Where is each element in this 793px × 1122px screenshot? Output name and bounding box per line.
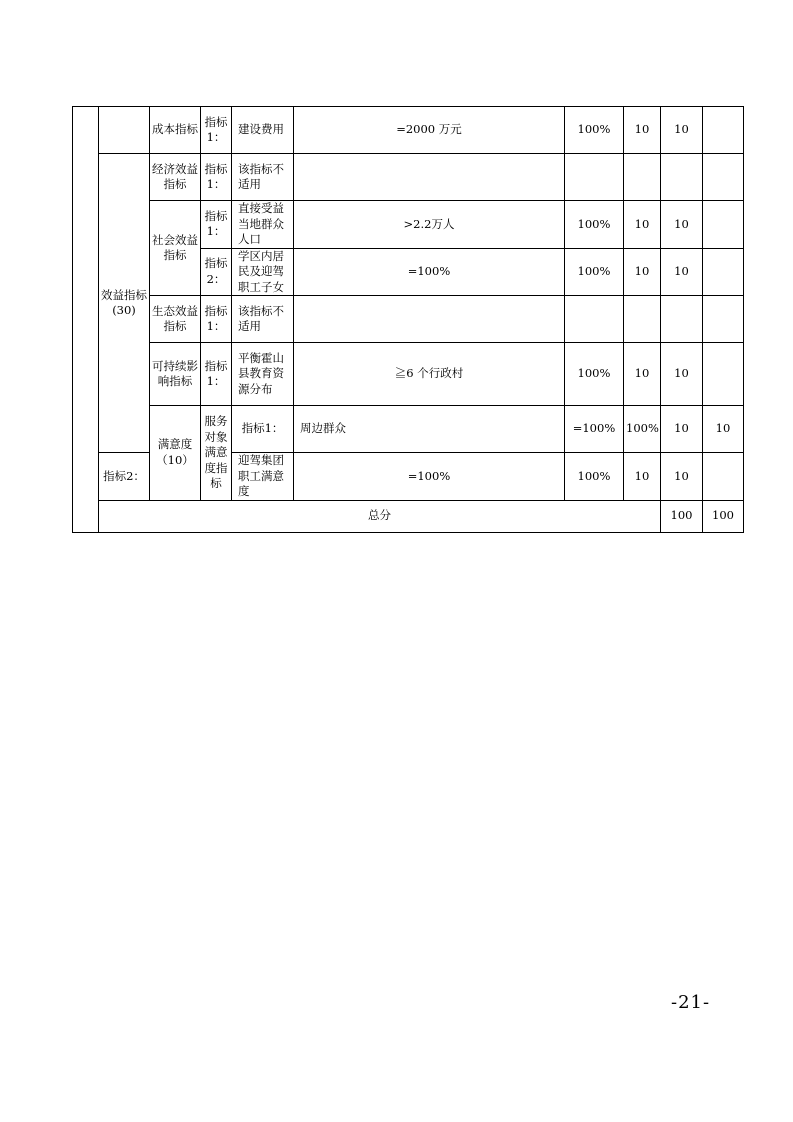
target-value-cell: =100% (294, 248, 565, 296)
completion-rate-cell: 100% (565, 453, 624, 501)
score-cell: 10 (661, 107, 703, 154)
table-row (73, 296, 744, 343)
indicator-type-cell: 成本指标 (150, 107, 201, 154)
blank-category-cell (73, 107, 99, 533)
weight-cell: 10 (624, 453, 661, 501)
remark-cell (703, 107, 744, 154)
total-score-cell: 100 (703, 500, 744, 532)
completion-rate-cell: 100% (565, 107, 624, 154)
weight-cell: 10 (661, 406, 703, 453)
remark-cell (703, 201, 744, 249)
completion-rate-cell (565, 296, 624, 343)
score-cell: 10 (661, 248, 703, 296)
score-cell (661, 296, 703, 343)
table-row (73, 154, 744, 201)
indicator-number-cell: 指标2： (201, 248, 232, 296)
target-value-cell: >2.2万人 (294, 201, 565, 249)
indicator-content-cell: 学区内居民及迎驾职工子女 (232, 248, 294, 296)
indicator-content-cell: 平衡霍山县教育资源分布 (232, 343, 294, 406)
indicator-type-cell: 可持续影响指标 (150, 343, 201, 406)
indicator-type-cell: 服务对象满意度指标 (201, 406, 232, 501)
indicator-type-cell: 经济效益指标 (150, 154, 201, 201)
target-value-cell: =100% (294, 453, 565, 501)
indicator-content-cell: 迎驾集团职工满意度 (232, 453, 294, 501)
target-value-cell (294, 296, 565, 343)
indicator-content-cell: 直接受益当地群众人口 (232, 201, 294, 249)
blank-subcategory-cell (99, 107, 150, 154)
completion-rate-cell (565, 154, 624, 201)
indicator-number-cell: 指标1： (201, 107, 232, 154)
weight-cell: 10 (624, 107, 661, 154)
weight-cell: 10 (624, 248, 661, 296)
indicator-content-cell: 建设费用 (232, 107, 294, 154)
table-row (73, 201, 744, 249)
weight-cell: 10 (624, 201, 661, 249)
score-cell: 10 (661, 453, 703, 501)
weight-cell: 10 (624, 343, 661, 406)
indicator-content-cell: 周边群众 (294, 406, 565, 453)
indicator-number-cell: 指标2： (99, 453, 150, 501)
target-value-cell (294, 154, 565, 201)
target-value-cell: =2000 万元 (294, 107, 565, 154)
weight-cell (624, 296, 661, 343)
table-row (73, 343, 744, 406)
target-value-cell: ≧6 个行政村 (294, 343, 565, 406)
total-label: 总分 (99, 500, 661, 532)
satisfaction-category-cell: 满意度（10） (150, 406, 201, 501)
completion-rate-cell: 100% (565, 201, 624, 249)
score-cell: 10 (661, 201, 703, 249)
table-row (73, 107, 744, 154)
completion-rate-cell: 100% (624, 406, 661, 453)
total-weight-cell: 100 (661, 500, 703, 532)
target-value-cell: =100% (565, 406, 624, 453)
benefit-category-cell: 效益指标(30) (99, 154, 150, 453)
indicator-number-cell: 指标1： (201, 154, 232, 201)
indicator-type-cell: 生态效益指标 (150, 296, 201, 343)
total-row (73, 500, 744, 532)
remark-cell (703, 343, 744, 406)
table-row (73, 406, 744, 453)
indicator-number-cell: 指标1： (232, 406, 294, 453)
remark-cell (703, 296, 744, 343)
remark-cell (703, 154, 744, 201)
indicator-content-cell: 该指标不适用 (232, 154, 294, 201)
indicator-type-cell: 社会效益指标 (150, 201, 201, 296)
score-cell: 10 (703, 406, 744, 453)
completion-rate-cell: 100% (565, 248, 624, 296)
weight-cell (624, 154, 661, 201)
score-cell (661, 154, 703, 201)
remark-cell (703, 453, 744, 501)
indicator-number-cell: 指标1： (201, 296, 232, 343)
remark-cell (703, 248, 744, 296)
score-cell: 10 (661, 343, 703, 406)
indicator-number-cell: 指标1： (201, 201, 232, 249)
indicator-content-cell: 该指标不适用 (232, 296, 294, 343)
completion-rate-cell: 100% (565, 343, 624, 406)
performance-indicator-table (72, 106, 744, 533)
page-number: -21- (671, 992, 711, 1013)
indicator-number-cell: 指标1： (201, 343, 232, 406)
